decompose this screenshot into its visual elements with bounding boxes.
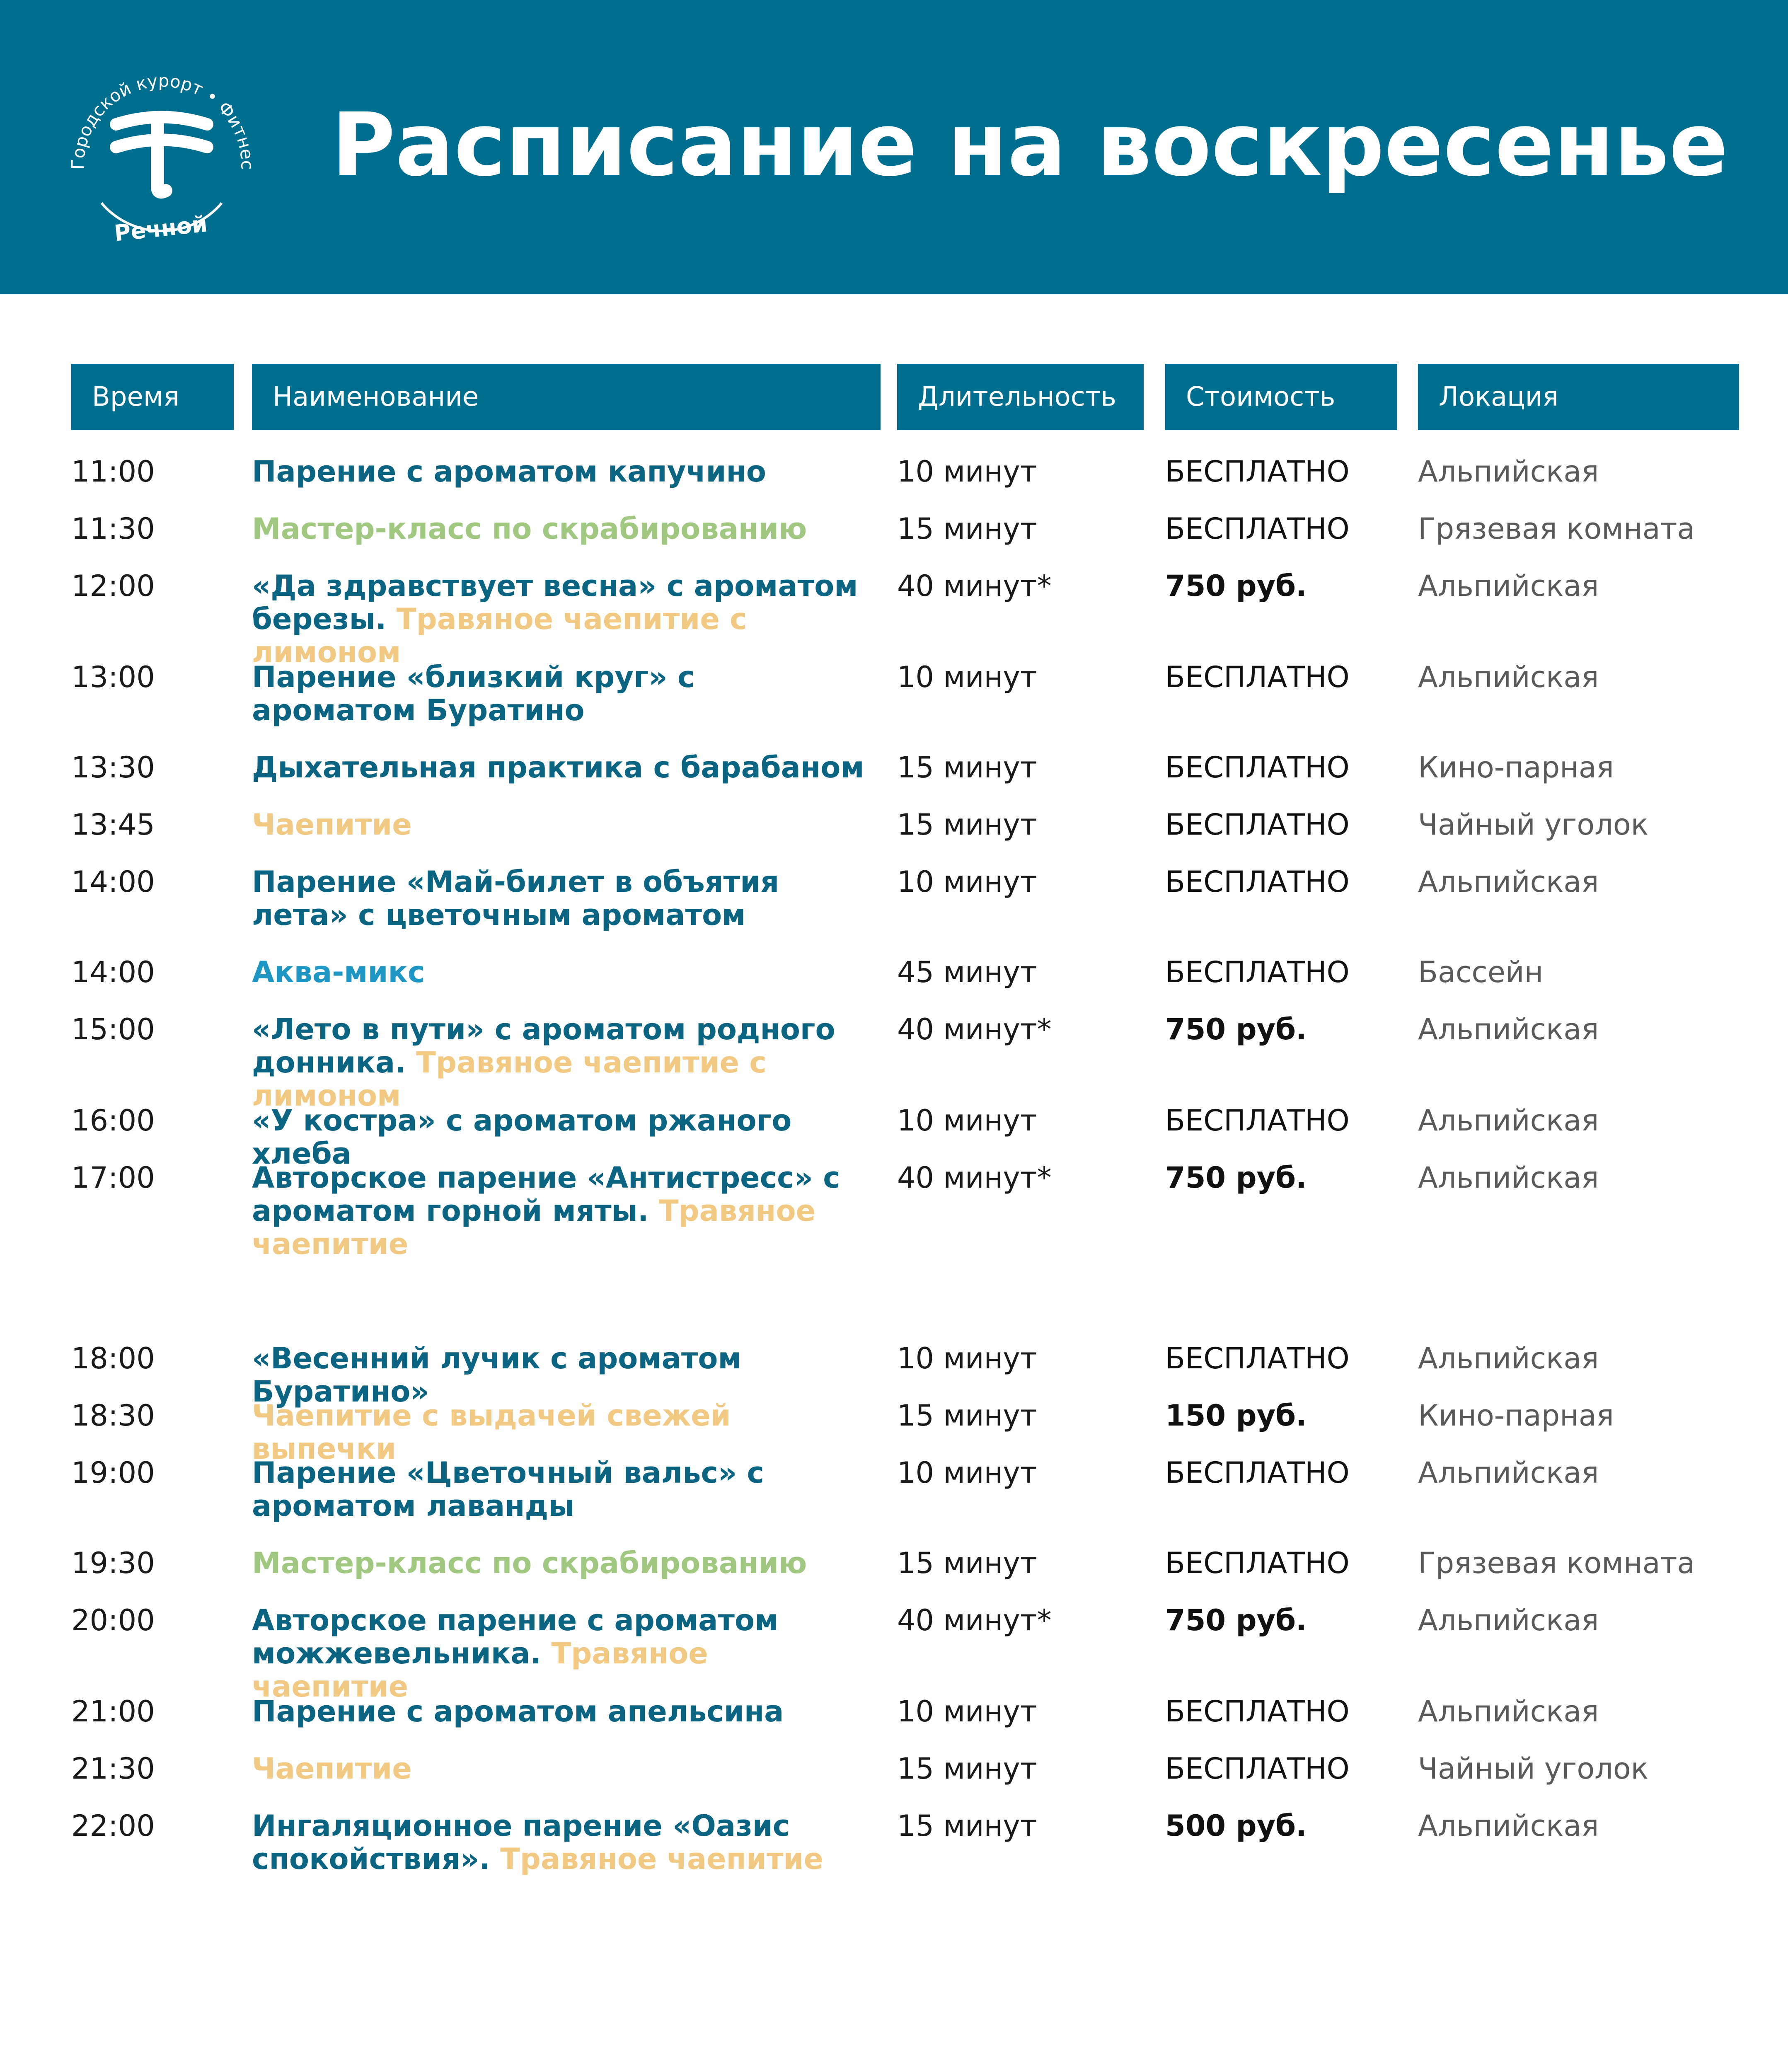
row-duration: 40 минут* <box>897 1012 1052 1046</box>
row-activity-name <box>252 1161 865 1261</box>
row-time: 22:00 <box>71 1809 155 1843</box>
row-location: Бассейн <box>1418 955 1544 989</box>
row-time: 18:30 <box>71 1399 155 1433</box>
row-location: Альпийская <box>1418 1694 1599 1728</box>
row-location: Альпийская <box>1418 660 1599 694</box>
row-duration: 40 минут* <box>897 569 1052 603</box>
row-time: 11:30 <box>71 512 155 546</box>
row-price: БЕСПЛАТНО <box>1165 750 1350 784</box>
row-time: 21:30 <box>71 1752 155 1786</box>
row-duration: 15 минут <box>897 750 1037 784</box>
row-activity-name <box>252 956 865 989</box>
row-duration: 15 минут <box>897 1752 1037 1786</box>
row-price: БЕСПЛАТНО <box>1165 865 1350 899</box>
row-price: 750 руб. <box>1165 1161 1307 1195</box>
row-activity-name <box>252 1547 865 1580</box>
column-header-time: Время <box>71 364 234 430</box>
column-header-name: Наименование <box>252 364 881 430</box>
row-duration: 15 минут <box>897 1546 1037 1580</box>
row-activity-name <box>252 751 865 784</box>
row-time: 16:00 <box>71 1104 155 1138</box>
row-time: 19:30 <box>71 1546 155 1580</box>
row-price: 500 руб. <box>1165 1809 1307 1843</box>
row-activity-name <box>252 1104 865 1170</box>
activity-part-steam: Дыхательная практика с барабаном <box>252 750 864 784</box>
row-activity-name <box>252 1456 865 1523</box>
row-price: БЕСПЛАТНО <box>1165 1456 1350 1490</box>
page-title: Расписание на воскресенье <box>331 94 1728 196</box>
row-duration: 40 минут* <box>897 1161 1052 1195</box>
row-duration: 10 минут <box>897 1456 1037 1490</box>
row-activity-name <box>252 1604 865 1703</box>
activity-part-tea: Травяное чаепитие с лимоном <box>252 1046 767 1113</box>
row-duration: 10 минут <box>897 1341 1037 1375</box>
row-duration: 10 минут <box>897 1694 1037 1728</box>
activity-part-steam: Парение с ароматом капучино <box>252 455 766 489</box>
activity-part-steam: «Весенний лучик с ароматом Буратино» <box>252 1341 742 1409</box>
row-time: 19:00 <box>71 1456 155 1490</box>
activity-part-steam: Парение «близкий круг» с ароматом Буратино <box>252 660 695 727</box>
activity-part-tea: Травяное чаепитие <box>252 1636 708 1704</box>
row-price: БЕСПЛАТНО <box>1165 1546 1350 1580</box>
activity-part-spa: Мастер-класс по скрабированию <box>252 1546 807 1580</box>
activity-part-steam: Парение «Цветочный вальс» с ароматом лаванды <box>252 1456 765 1523</box>
column-header-location: Локация <box>1418 364 1739 430</box>
row-location: Альпийская <box>1418 865 1599 899</box>
logo-icon <box>62 54 261 253</box>
row-price: БЕСПЛАТНО <box>1165 1752 1350 1786</box>
row-price: 750 руб. <box>1165 1012 1307 1046</box>
row-activity-name <box>252 1342 865 1408</box>
activity-part-steam: «Лето в пути» с ароматом родного донника. <box>252 1012 835 1080</box>
row-location: Альпийская <box>1418 1456 1599 1490</box>
row-location: Грязевая комната <box>1418 1546 1695 1580</box>
row-activity-name <box>252 1809 865 1876</box>
row-duration: 15 минут <box>897 1809 1037 1843</box>
row-duration: 10 минут <box>897 1104 1037 1138</box>
row-time: 14:00 <box>71 865 155 899</box>
row-price: БЕСПЛАТНО <box>1165 1104 1350 1138</box>
row-location: Альпийская <box>1418 1104 1599 1138</box>
logo-arc-text: Городской курорт • Фитнес <box>68 70 258 170</box>
row-price: 750 руб. <box>1165 569 1307 603</box>
column-header-price: Стоимость <box>1165 364 1397 430</box>
row-duration: 15 минут <box>897 808 1037 842</box>
row-time: 13:45 <box>71 808 155 842</box>
page-header <box>0 0 1788 294</box>
activity-part-steam: Авторское парение с ароматом можжевельника. <box>252 1603 779 1670</box>
row-price: БЕСПЛАТНО <box>1165 955 1350 989</box>
row-location: Кино-парная <box>1418 750 1614 784</box>
row-activity-name <box>252 808 865 841</box>
row-duration: 10 минут <box>897 865 1037 899</box>
row-activity-name <box>252 569 865 669</box>
row-time: 14:00 <box>71 955 155 989</box>
row-activity-name <box>252 512 865 545</box>
row-location: Альпийская <box>1418 1012 1599 1046</box>
row-location: Альпийская <box>1418 1161 1599 1195</box>
row-location: Грязевая комната <box>1418 512 1695 546</box>
row-activity-name <box>252 1695 865 1728</box>
row-activity-name <box>252 455 865 488</box>
activity-part-tea: Травяное чаепитие <box>500 1842 824 1876</box>
row-time: 11:00 <box>71 455 155 489</box>
row-duration: 10 минут <box>897 455 1037 489</box>
row-activity-name <box>252 661 865 727</box>
row-location: Альпийская <box>1418 1603 1599 1637</box>
activity-part-steam: Парение с ароматом апельсина <box>252 1694 784 1728</box>
logo-bottom-text: Речной <box>113 211 209 247</box>
row-price: БЕСПЛАТНО <box>1165 512 1350 546</box>
row-price: БЕСПЛАТНО <box>1165 660 1350 694</box>
activity-part-steam: Ингаляционное парение «Оазис спокойствия». <box>252 1809 790 1876</box>
row-location: Чайный уголок <box>1418 808 1649 842</box>
column-header-duration: Длительность <box>897 364 1144 430</box>
row-activity-name <box>252 1399 865 1465</box>
activity-part-steam: Парение «Май-билет в объятия лета» с цветочным ароматом <box>252 865 779 932</box>
row-time: 20:00 <box>71 1603 155 1637</box>
activity-part-fitness: Аква-микс <box>252 955 425 989</box>
activity-part-tea: Чаепитие <box>252 1752 412 1786</box>
row-location: Кино-парная <box>1418 1399 1614 1433</box>
row-duration: 45 минут <box>897 955 1037 989</box>
activity-part-tea: Травяное чаепитие с лимоном <box>252 602 747 669</box>
row-time: 12:00 <box>71 569 155 603</box>
row-price: БЕСПЛАТНО <box>1165 455 1350 489</box>
row-duration: 15 минут <box>897 512 1037 546</box>
row-location: Чайный уголок <box>1418 1752 1649 1786</box>
activity-part-steam: «Да здравствует весна» с ароматом березы. <box>252 569 858 636</box>
row-price: 150 руб. <box>1165 1399 1307 1433</box>
row-activity-name <box>252 1752 865 1785</box>
activity-part-tea: Чаепитие с выдачей свежей выпечки <box>252 1399 731 1466</box>
row-duration: 10 минут <box>897 660 1037 694</box>
row-location: Альпийская <box>1418 455 1599 489</box>
row-time: 15:00 <box>71 1012 155 1046</box>
row-time: 17:00 <box>71 1161 155 1195</box>
activity-part-spa: Мастер-класс по скрабированию <box>252 512 807 546</box>
row-duration: 40 минут* <box>897 1603 1052 1637</box>
activity-part-steam: Авторское парение «Антистресс» с ароматом горной мяты. <box>252 1161 840 1228</box>
row-time: 18:00 <box>71 1341 155 1375</box>
row-duration: 15 минут <box>897 1399 1037 1433</box>
row-price: БЕСПЛАТНО <box>1165 1341 1350 1375</box>
activity-part-steam: «У костра» с ароматом ржаного хлеба <box>252 1104 792 1171</box>
row-location: Альпийская <box>1418 1809 1599 1843</box>
row-location: Альпийская <box>1418 569 1599 603</box>
row-time: 13:30 <box>71 750 155 784</box>
row-time: 13:00 <box>71 660 155 694</box>
row-location: Альпийская <box>1418 1341 1599 1375</box>
row-price: 750 руб. <box>1165 1603 1307 1637</box>
row-activity-name <box>252 865 865 932</box>
row-price: БЕСПЛАТНО <box>1165 1694 1350 1728</box>
row-activity-name <box>252 1013 865 1112</box>
activity-part-tea: Травяное чаепитие <box>252 1194 816 1261</box>
row-price: БЕСПЛАТНО <box>1165 808 1350 842</box>
row-time: 21:00 <box>71 1694 155 1728</box>
activity-part-tea: Чаепитие <box>252 808 412 842</box>
